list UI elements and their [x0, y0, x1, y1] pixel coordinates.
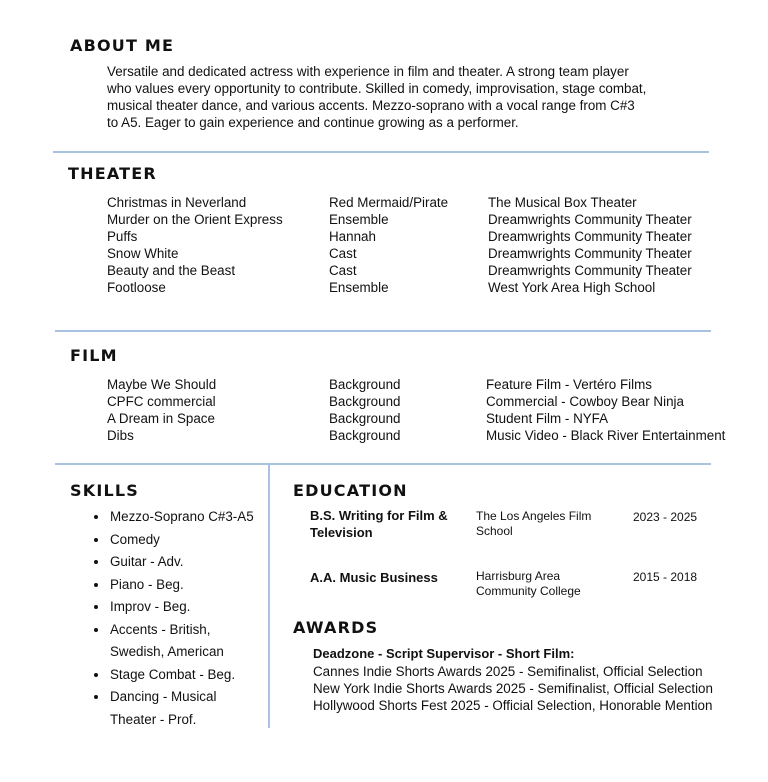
education-degree: B.S. Writing for Film & Television: [310, 508, 448, 540]
film-title: Maybe We Should: [107, 377, 217, 392]
skill-item: • Mezzo-Soprano C#3-A5: [109, 506, 254, 529]
theater-title: Footloose: [107, 280, 166, 295]
award-line: Cannes Indie Shorts Awards 2025 - Semifinalist, Official Selection: [313, 664, 703, 679]
theater-venue: Dreamwrights Community Theater: [488, 263, 692, 278]
education-years: 2015 - 2018: [633, 570, 698, 584]
theater-role: Red Mermaid/Pirate: [329, 195, 449, 210]
film-role: Background: [329, 394, 401, 409]
film-venue: Commercial - Cowboy Bear Ninja: [486, 394, 684, 409]
awards-heading: AWARDS: [293, 618, 379, 637]
film-role: Background: [329, 377, 401, 392]
divider: [53, 151, 709, 153]
award-title: Deadzone - Script Supervisor - Short Film:: [313, 646, 575, 661]
award-line: Hollywood Shorts Fest 2025 - Official Selection, Honorable Mention: [313, 698, 713, 713]
film-title: Dibs: [107, 428, 134, 443]
skill-item: • Comedy: [109, 529, 254, 552]
skill-item: • Accents - British, Swedish, American: [109, 619, 230, 664]
education-school: The Los Angeles Film School: [476, 509, 592, 538]
theater-venue: Dreamwrights Community Theater: [488, 246, 692, 261]
theater-venue: Dreamwrights Community Theater: [488, 229, 692, 244]
education-degree: A.A. Music Business: [310, 570, 438, 585]
film-title: CPFC commercial: [107, 394, 216, 409]
skill-item: • Piano - Beg.: [109, 574, 254, 597]
film-role: Background: [329, 411, 401, 426]
theater-role: Cast: [329, 246, 357, 261]
theater-title: Murder on the Orient Express: [107, 212, 283, 227]
divider: [55, 330, 711, 332]
column-divider: [268, 463, 270, 728]
theater-title: Puffs: [107, 229, 138, 244]
theater-venue: The Musical Box Theater: [488, 195, 637, 210]
film-role: Background: [329, 428, 401, 443]
film-heading: FILM: [70, 346, 118, 365]
education-years: 2023 - 2025: [633, 510, 698, 524]
film-venue: Music Video - Black River Entertainment: [486, 428, 726, 443]
theater-title: Christmas in Neverland: [107, 195, 247, 210]
theater-heading: THEATER: [68, 164, 157, 183]
divider: [55, 463, 711, 465]
film-title: A Dream in Space: [107, 411, 215, 426]
theater-role: Cast: [329, 263, 357, 278]
theater-role: Hannah: [329, 229, 376, 244]
theater-role: Ensemble: [329, 212, 389, 227]
skills-heading: SKILLS: [70, 481, 139, 500]
theater-venue: West York Area High School: [488, 280, 656, 295]
film-venue: Feature Film - Vertéro Films: [486, 377, 652, 392]
skills-list: [90, 506, 254, 731]
skill-item: • Dancing - Musical Theater - Prof.: [109, 686, 230, 731]
film-venue: Student Film - NYFA: [486, 411, 609, 426]
theater-title: Snow White: [107, 246, 179, 261]
education-heading: EDUCATION: [293, 481, 408, 500]
theater-title: Beauty and the Beast: [107, 263, 236, 278]
about-heading: ABOUT ME: [70, 36, 175, 55]
theater-role: Ensemble: [329, 280, 389, 295]
skill-item: • Guitar - Adv.: [109, 551, 254, 574]
skill-item: • Stage Combat - Beg.: [109, 664, 254, 687]
about-text: Versatile and dedicated actress with experience in film and theater. A strong team player who values every opportunity to contribute. Skilled in comedy, improvisation, stage combat, musical theater dance, and various accents. Mezzo-soprano with a vocal range from C#3 to A5. Eager to gain experience and continue growing as a performer.: [107, 64, 647, 130]
skill-item: • Improv - Beg.: [109, 596, 254, 619]
education-school: Harrisburg Area Community College: [476, 569, 581, 598]
theater-venue: Dreamwrights Community Theater: [488, 212, 692, 227]
award-line: New York Indie Shorts Awards 2025 - Semifinalist, Official Selection: [313, 681, 713, 696]
